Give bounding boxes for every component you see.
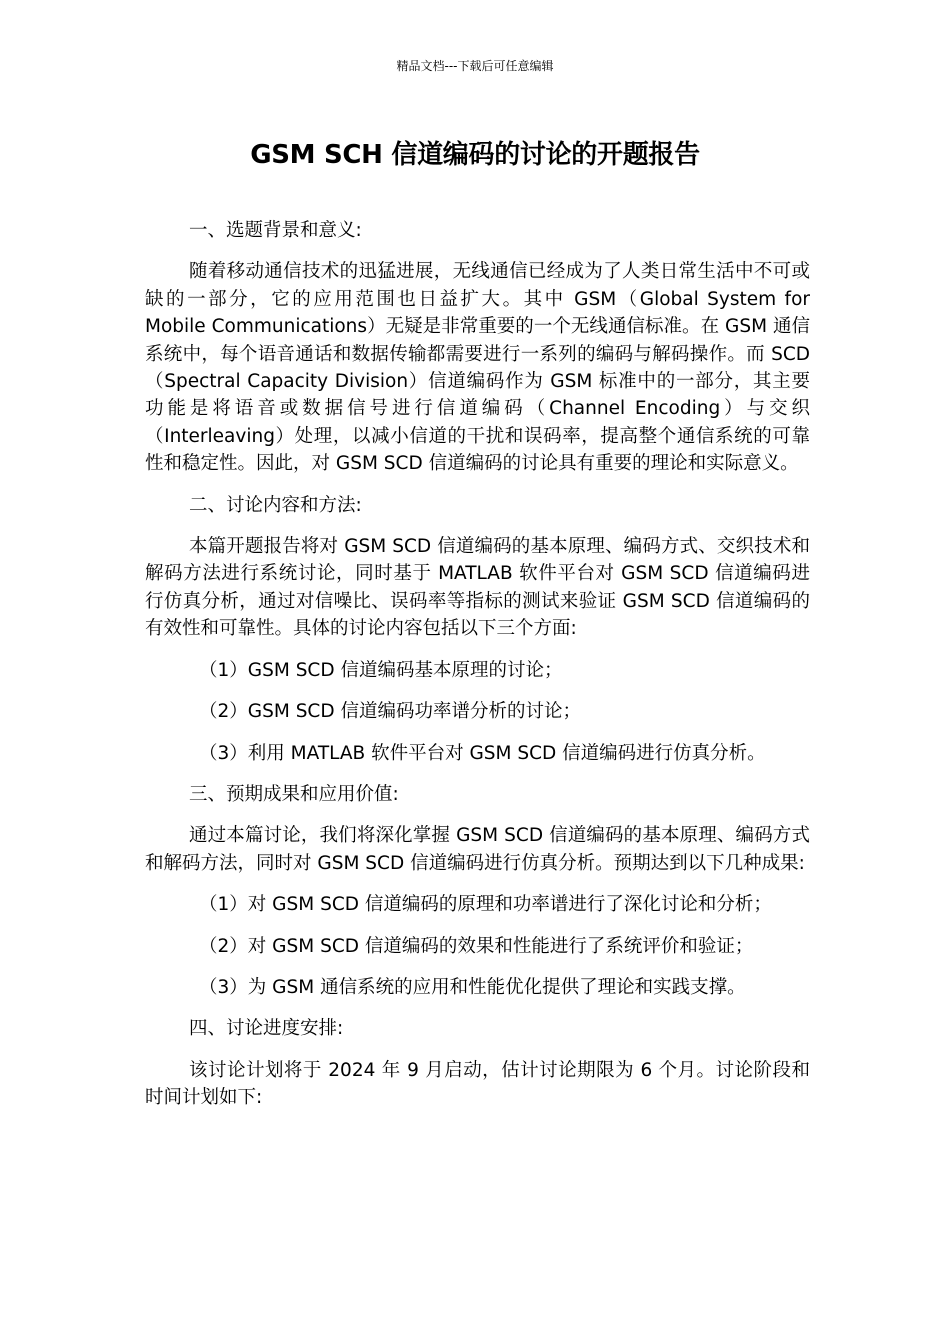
paragraph-schedule: 该讨论计划将于 2024 年 9 月启动，估计讨论期限为 6 个月。讨论阶段和时间计划如下: [145,1059,810,1109]
list-item: （2）GSM SCD 信道编码功率谱分析的讨论； [199,701,581,723]
paragraph-content-method: 本篇开题报告将对 GSM SCD 信道编码的基本原理、编码方式、交织技术和解码方法进行系统讨论，同时基于 MATLAB 软件平台对 GSM SCD 信道编码进行仿真分析，通过对信噪比、误码率等指标的测试来验证 GSM SCD 信道编码的有效性和可靠性。具体的讨论内容包括以下三个方面: [145,536,810,640]
section-heading-schedule: 四、讨论进度安排: [189,1018,344,1040]
list-item: （1）GSM SCD 信道编码基本原理的讨论； [199,659,563,681]
section-heading-content-method: 二、讨论内容和方法: [189,494,362,516]
document-title: GSM SCH 信道编码的讨论的开题报告 [250,140,700,170]
list-item: （1）对 GSM SCD 信道编码的原理和功率谱进行了深化讨论和分析； [199,894,772,916]
page-header-note: 精品文档---下载后可任意编辑 [396,59,554,73]
list-item: （3）为 GSM 通信系统的应用和性能优化提供了理论和实践支撑。 [199,976,746,998]
paragraph-expected-results: 通过本篇讨论，我们将深化掌握 GSM SCD 信道编码的基本原理、编码方式和解码方法，同时对 GSM SCD 信道编码进行仿真分析。预期达到以下几种成果: [145,825,810,874]
list-item: （3）利用 MATLAB 软件平台对 GSM SCD 信道编码进行仿真分析。 [199,742,766,764]
section-heading-background: 一、选题背景和意义: [189,220,362,241]
list-item: （2）对 GSM SCD 信道编码的效果和性能进行了系统评价和验证； [199,935,754,957]
section-heading-expected-results: 三、预期成果和应用价值: [189,783,399,805]
paragraph-background: 随着移动通信技术的迅猛进展，无线通信已经成为了人类日常生活中不可或缺的一部分，它的应用范围也日益扩大。其中 GSM（Global System for Mobile Communications）无疑是非常重要的一个无线通信标准。在 GSM 通信系统中，每个语音通话和数据传输都需要进行一系列的编码与解码操作。而 SCD（Spectral Capacity Division）信道编码作为 GSM 标准中的一部分，其主要功能是将语音或数据信号进行信道编码（Channel Encoding）与交织（Interleaving）处理，以减小信道的干扰和误码率，提高整个通信系统的可靠性和稳定性。因此，对 GSM SCD 信道编码的讨论具有重要的理论和实际意义。 [145,261,810,475]
document-body [145,217,810,1112]
